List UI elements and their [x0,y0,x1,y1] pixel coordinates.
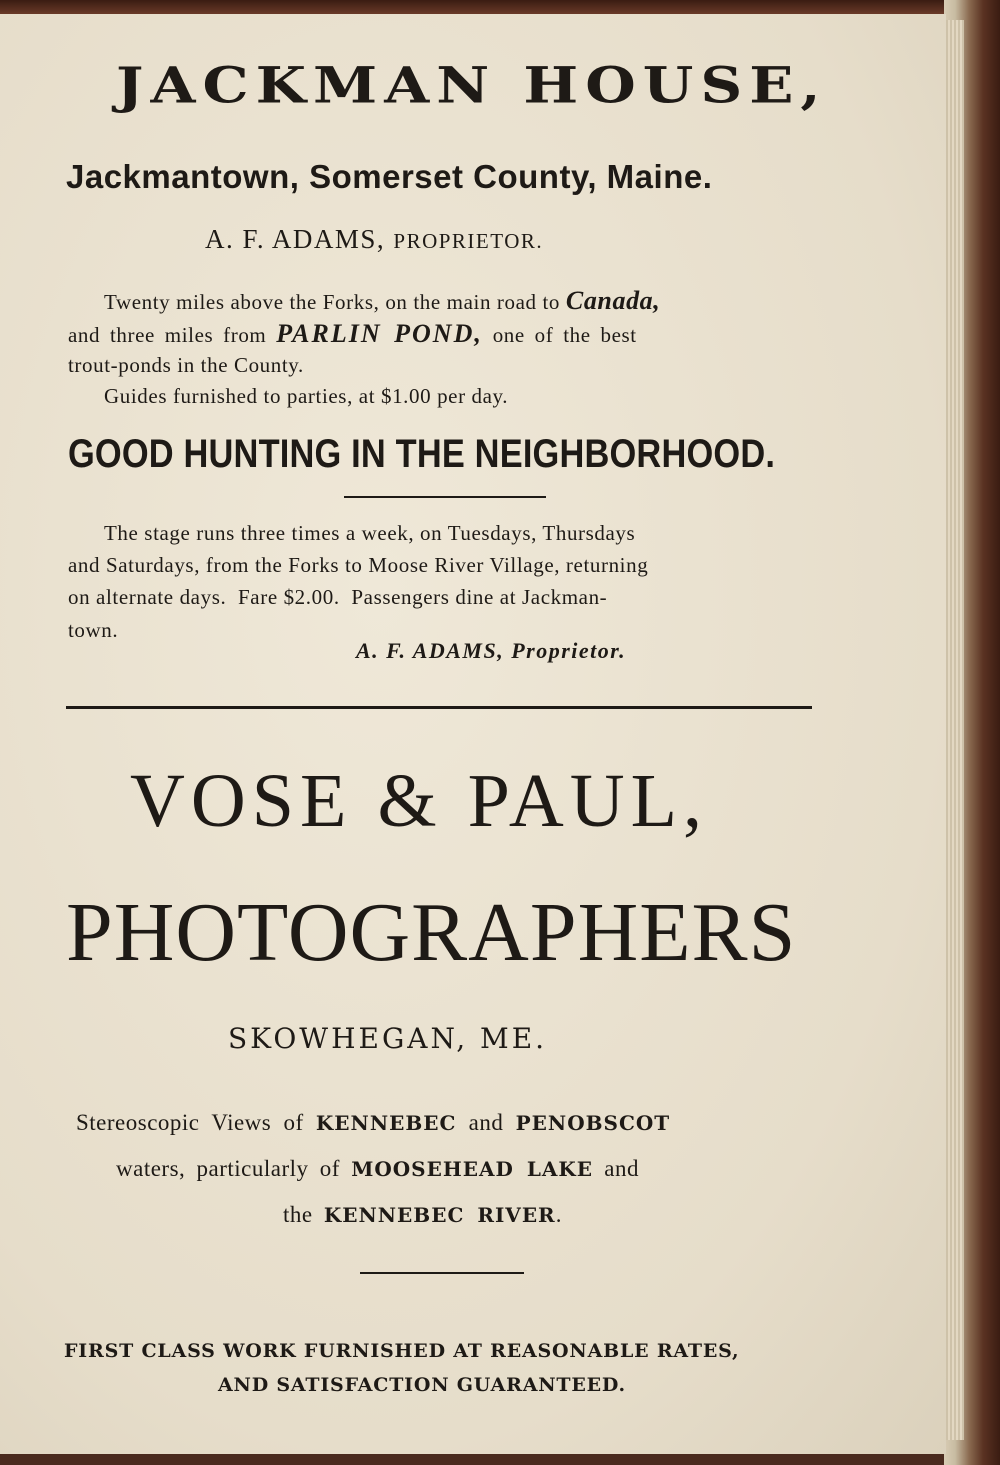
canada-text: Canada, [565,286,661,315]
jackman-para1-line3: trout-ponds in the County. [68,353,304,377]
para1-text: and three miles from [68,323,277,347]
para1-text: Twenty miles above the Forks, on the main road to [104,290,566,314]
proprietor-title: PROPRIETOR. [393,229,544,253]
stereo-line2 [116,1156,639,1182]
kennebec-text: KENNEBEC [315,1111,457,1135]
skowhegan-location: SKOWHEGAN, ME. [228,1022,548,1055]
footer-line2: AND SATISFACTION GUARANTEED. [218,1374,626,1396]
parlin-pond-text: PARLIN POND, [276,319,483,348]
penobscot-text: PENOBSCOT [515,1111,671,1135]
section-divider [66,706,812,709]
para1-text: one of the best [482,323,637,347]
stereo-text: . [555,1202,562,1227]
stereo-text: waters, particularly of [116,1156,352,1181]
stereo-text: and [456,1110,516,1135]
short-divider [344,496,546,498]
good-hunting-heading: GOOD HUNTING IN THE NEIGHBORHOOD. [68,432,776,476]
stereo-text: Stereoscopic Views of [76,1110,316,1135]
jackman-house-title: JACKMAN HOUSE, [116,56,828,115]
stage-line3: on alternate days. Fare $2.00. Passengers dine at Jackman- [68,585,608,609]
stereo-text: and [593,1156,640,1181]
vose-paul-title: VOSE & PAUL, [130,759,709,843]
printed-page [0,14,946,1454]
moosehead-lake-text: MOOSEHEAD LAKE [351,1157,594,1181]
stage-line2: and Saturdays, from the Forks to Moose River Village, returning [68,553,649,577]
jackman-para1-line1 [104,286,660,316]
stereo-text: the [283,1202,324,1227]
stereo-line1 [76,1110,670,1136]
book-cover-top [0,0,1000,14]
jackman-location: Jackmantown, Somerset County, Maine. [66,158,713,195]
proprietor-name: A. F. ADAMS, [205,224,394,254]
jackman-proprietor [205,224,543,255]
kennebec-river-text: KENNEBEC RIVER [323,1203,556,1227]
photographers-heading: PHOTOGRAPHERS [66,886,797,979]
jackman-para1-line2 [68,319,637,349]
stage-line4: town. [68,618,119,642]
jackman-guides: Guides furnished to parties, at $1.00 per day. [104,384,509,408]
short-divider-bottom [360,1272,524,1274]
jackman-signature: A. F. ADAMS, Proprietor. [356,638,627,663]
footer-line1: FIRST CLASS WORK FURNISHED AT REASONABLE RATES, [64,1340,740,1362]
page-edges [944,20,964,1440]
stereo-line3 [283,1202,562,1228]
stage-line1: The stage runs three times a week, on Tuesdays, Thursdays [104,521,636,545]
